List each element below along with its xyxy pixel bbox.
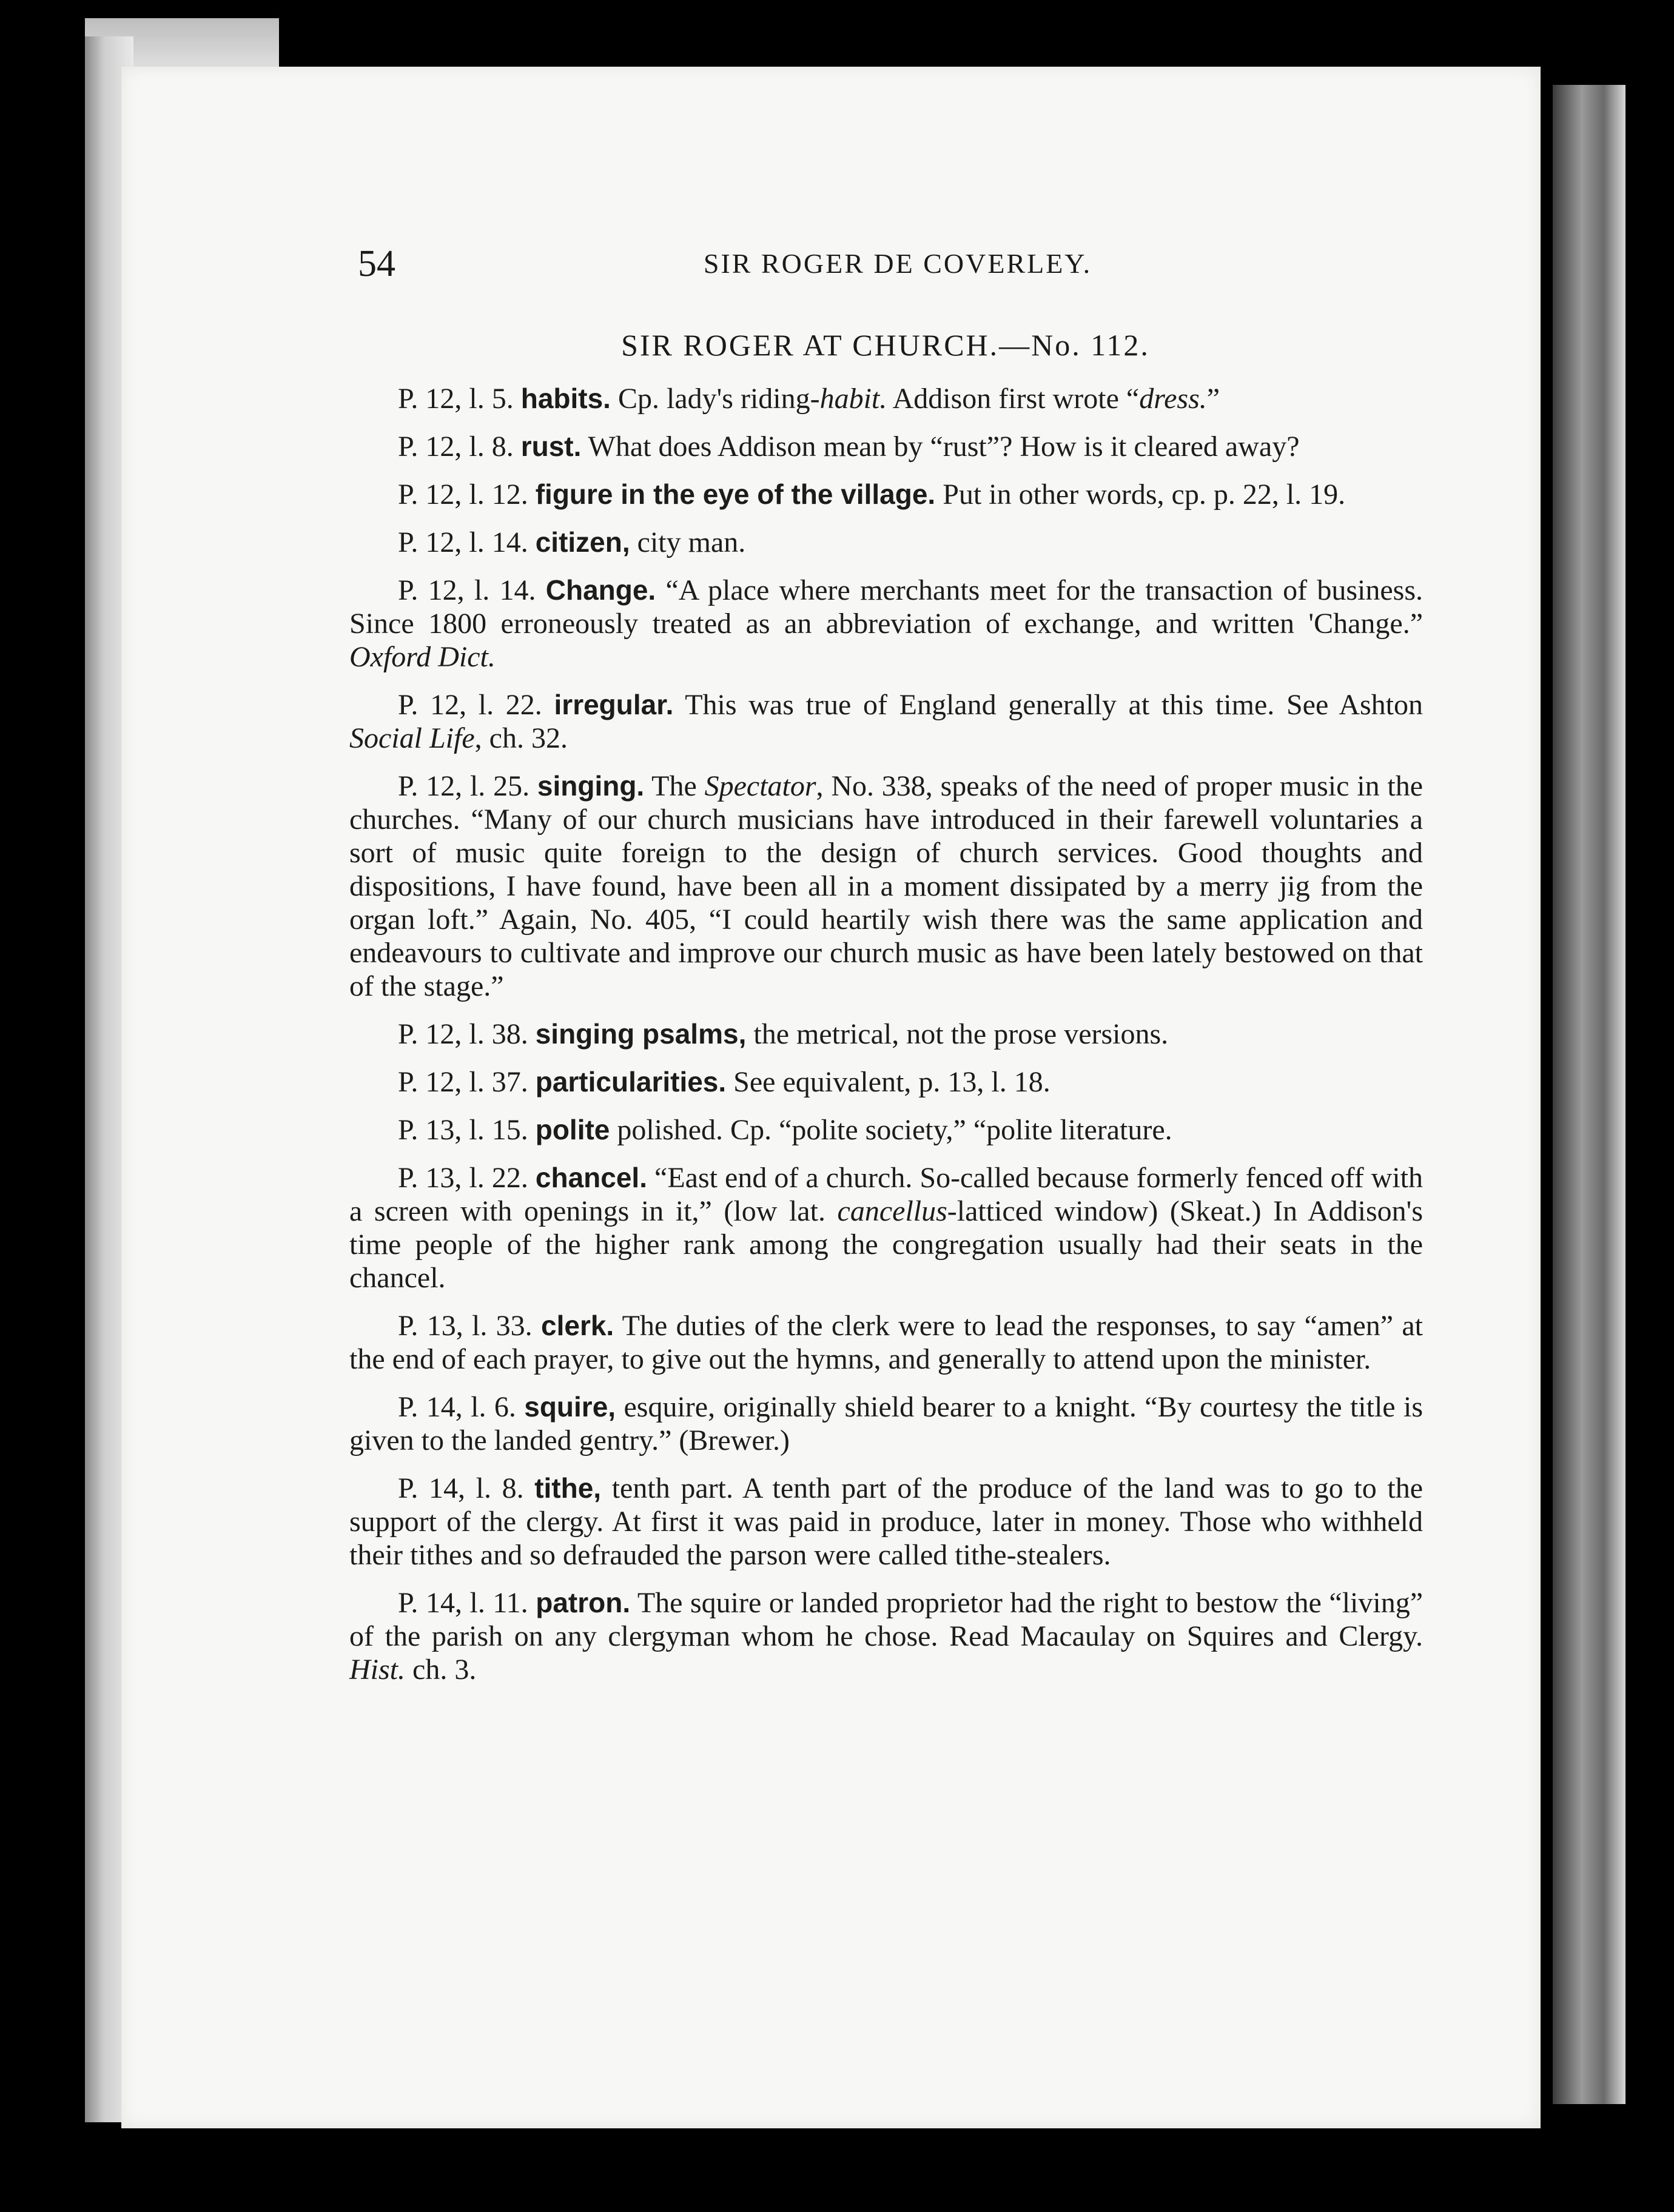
note-italic: Social Life <box>349 722 475 754</box>
note-ref: P. 12, l. 25. <box>398 770 530 802</box>
note-patron <box>349 1586 1423 1686</box>
note-term: clerk. <box>541 1310 614 1341</box>
note-ref: P. 12, l. 5. <box>398 383 514 415</box>
note-text: “A place where merchants meet for the transaction of business. Since 1800 erroneously treated as an abbreviation of exchange, and written 'Change.” <box>349 574 1424 640</box>
note-ref: P. 12, l. 14. <box>398 526 528 558</box>
note-chancel <box>349 1161 1423 1295</box>
note-text: Addison first wrote “ <box>887 383 1140 415</box>
note-term: particularities. <box>535 1066 727 1098</box>
note-italic: cancellus <box>837 1195 947 1227</box>
page-edge-right <box>1553 85 1625 2104</box>
section-title: SIR ROGER AT CHURCH.—No. 112. <box>621 328 1150 362</box>
notes-list <box>349 382 1423 1701</box>
note-italic: Oxford Dict. <box>349 641 496 673</box>
note-term: patron. <box>536 1587 631 1618</box>
note-term: polite <box>535 1114 610 1145</box>
note-italic: Hist. <box>349 1654 406 1686</box>
note-italic: Spectator <box>704 770 816 802</box>
running-title: SIR ROGER DE COVERLEY. <box>703 248 1092 279</box>
note-ref: P. 12, l. 22. <box>398 689 542 721</box>
note-text: The <box>651 770 705 802</box>
note-figure <box>349 478 1423 511</box>
note-ref: P. 12, l. 12. <box>398 478 528 511</box>
note-text: This was true of England generally at this time. See Ashton <box>685 689 1423 721</box>
note-text: the metrical, not the prose versions. <box>753 1018 1169 1050</box>
note-text: polished. Cp. “polite society,” “polite literature. <box>617 1114 1172 1146</box>
note-term: citizen, <box>535 526 630 558</box>
note-text: “East end of a church. So-called because formerly fenced off with a screen with openings in it,” (low lat. <box>349 1162 1424 1227</box>
note-term: rust. <box>520 431 582 462</box>
page-number: 54 <box>358 243 395 284</box>
note-ref: P. 13, l. 22. <box>398 1162 528 1194</box>
note-text: tenth part. A tenth part of the produce of the land was to go to the support of the clergy. At first it was paid in produce, later in money. Those who withheld their tithes and so defrauded the parson were called tithe-stealers. <box>349 1472 1424 1571</box>
note-term: squire, <box>524 1391 616 1423</box>
note-text: Put in other words, cp. p. 22, l. 19. <box>943 478 1346 511</box>
note-term: chancel. <box>535 1162 647 1193</box>
note-text: city man. <box>637 526 746 558</box>
note-rust <box>349 430 1423 463</box>
note-singing-psalms <box>349 1017 1423 1051</box>
note-ref: P. 12, l. 37. <box>398 1066 528 1098</box>
note-ref: P. 14, l. 6. <box>398 1391 516 1423</box>
note-change <box>349 574 1423 674</box>
note-squire <box>349 1390 1423 1457</box>
note-term: Change. <box>545 574 656 606</box>
note-term: singing psalms, <box>535 1018 747 1050</box>
note-ref: P. 12, l. 38. <box>398 1018 528 1050</box>
note-term: figure in the eye of the village. <box>535 478 936 510</box>
note-text: The duties of the clerk were to lead the responses, to say “amen” at the end of each prayer, to give out the hymns, and generally to attend upon the minister. <box>349 1310 1423 1375</box>
note-ref: P. 13, l. 33. <box>398 1310 533 1342</box>
note-ref: P. 14, l. 11. <box>398 1587 528 1619</box>
note-tithe <box>349 1472 1423 1572</box>
note-text: See equivalent, p. 13, l. 18. <box>733 1066 1050 1098</box>
note-term: habits. <box>520 383 611 414</box>
note-irregular <box>349 688 1423 755</box>
note-ref: P. 12, l. 8. <box>398 431 514 463</box>
note-term: singing. <box>537 770 645 802</box>
note-text: ch. 3. <box>405 1654 477 1686</box>
note-text: , ch. 32. <box>474 722 568 754</box>
note-text: Cp. lady's riding- <box>617 383 820 415</box>
note-text: What does Addison mean by “rust”? How is it cleared away? <box>588 431 1300 463</box>
page-header <box>358 243 1437 285</box>
note-italic: habit. <box>819 383 887 415</box>
note-text: esquire, originally shield bearer to a knight. “By courtesy the title is given to the landed gentry.” (Brewer.) <box>349 1391 1424 1456</box>
note-polite <box>349 1113 1423 1147</box>
note-ref: P. 12, l. 14. <box>398 574 536 606</box>
note-italic: dress. <box>1139 383 1207 415</box>
note-ref: P. 13, l. 15. <box>398 1114 528 1146</box>
note-singing <box>349 769 1423 1003</box>
note-habits <box>349 382 1423 415</box>
note-citizen <box>349 526 1423 559</box>
note-particularities <box>349 1065 1423 1099</box>
note-text: The squire or landed proprietor had the right to bestow the “living” of the parish on any clergyman whom he chose. Read Macaulay on Squires and Clergy. <box>349 1587 1424 1652</box>
note-text: , No. 338, speaks of the need of proper music in the churches. “Many of our church musicians have introduced in their farewell voluntaries a sort of music quite foreign to the design of church services. Good thoughts and dispositions, I have found, have been all in a moment dissipated by a merry jig from the organ loft.” Again, No. 405, “I could heartily wish there was the same application and endeavours to cultivate and improve our church music as have been lately bestowed on that of the stage.” <box>349 770 1424 1002</box>
note-ref: P. 14, l. 8. <box>398 1472 524 1504</box>
note-text: ” <box>1206 383 1220 415</box>
note-text: -latticed window) (Skeat.) In Addison's time people of the higher rank among the congregation usually had their seats in the chancel. <box>349 1195 1423 1294</box>
note-clerk <box>349 1309 1423 1376</box>
note-term: irregular. <box>554 689 674 720</box>
note-term: tithe, <box>534 1472 602 1504</box>
